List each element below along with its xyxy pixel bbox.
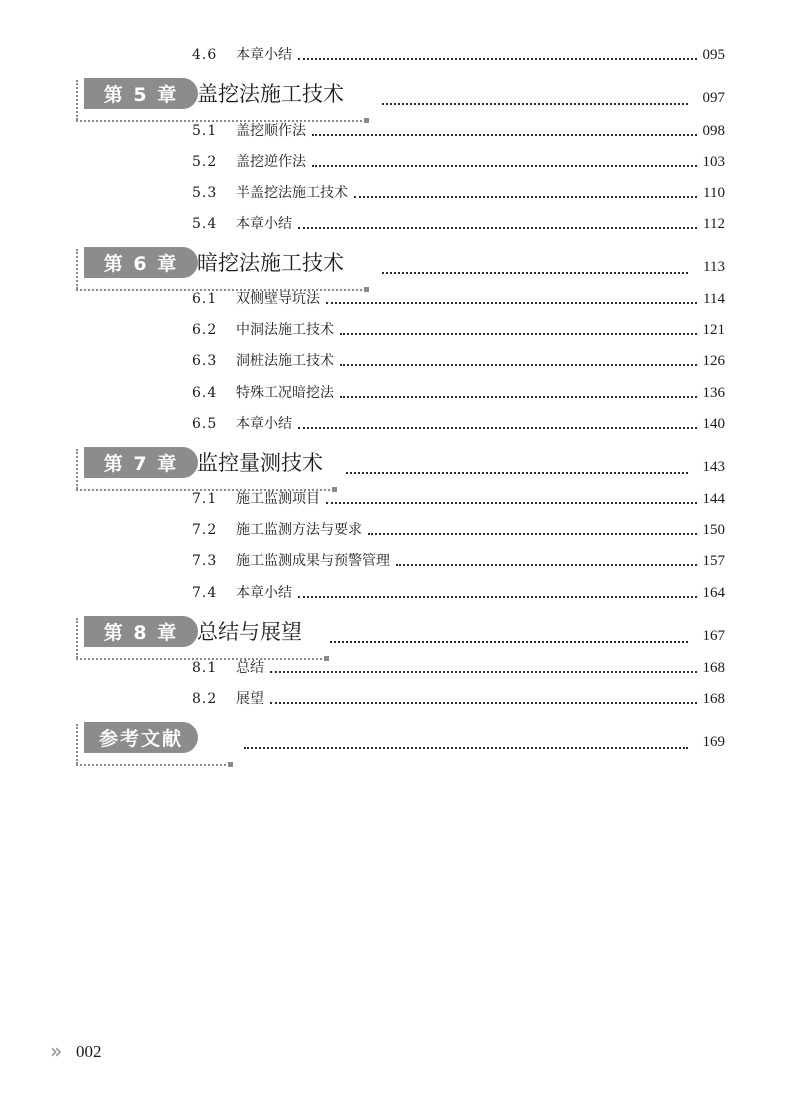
- chapter-badge: 第 8 章: [84, 616, 198, 647]
- toc-entry-5-4[interactable]: [192, 213, 725, 233]
- entry-number: 7.3: [192, 553, 218, 569]
- chapter-heading-8[interactable]: [76, 616, 725, 660]
- toc-entry-5-2[interactable]: [192, 151, 725, 171]
- toc-entry-8-1[interactable]: [192, 657, 725, 677]
- entry-title: 本章小结: [236, 47, 292, 63]
- dot-leader: [382, 272, 688, 274]
- entry-title: 本章小结: [236, 585, 292, 601]
- chapter-frame-line: [76, 249, 78, 289]
- entry-number: 8.1: [192, 660, 218, 676]
- chapter-title: 监控量测技术: [197, 451, 323, 475]
- entry-title: 施工监测成果与预警管理: [236, 553, 390, 569]
- chapter-page: 167: [702, 628, 725, 644]
- dot-leader: [298, 58, 697, 60]
- chapter-title: 暗挖法施工技术: [197, 251, 344, 275]
- toc-entry-6-2[interactable]: [192, 319, 725, 339]
- entry-number: 8.2: [192, 691, 218, 707]
- entry-page: 103: [702, 154, 725, 170]
- chapter-badge: 第 7 章: [84, 447, 198, 478]
- chapter-frame-line: [76, 80, 78, 120]
- entry-number: 5.3: [192, 185, 218, 201]
- dot-leader: [346, 472, 688, 474]
- chapter-frame-line: [76, 449, 78, 489]
- entry-title: 特殊工况暗挖法: [236, 385, 334, 401]
- entry-title: 本章小结: [236, 416, 292, 432]
- chapter-frame-line: [76, 764, 230, 766]
- entry-page: 110: [703, 185, 725, 201]
- entry-title: 洞桩法施工技术: [236, 353, 334, 369]
- chapter-frame-line: [76, 724, 78, 764]
- chapter-title: 盖挖法施工技术: [197, 82, 344, 106]
- entry-number: 6.5: [192, 416, 218, 432]
- chevron-double-right-icon: »: [50, 1039, 63, 1063]
- entry-number: 6.3: [192, 353, 218, 369]
- dot-leader: [382, 103, 688, 105]
- chapter-heading-7[interactable]: [76, 447, 725, 491]
- dot-leader: [340, 333, 697, 335]
- entry-number: 7.4: [192, 585, 218, 601]
- dot-leader: [312, 165, 697, 167]
- toc-entry-6-1[interactable]: [192, 288, 725, 308]
- dot-leader: [330, 641, 688, 643]
- dot-leader: [326, 302, 697, 304]
- dot-leader: [312, 134, 697, 136]
- entry-number: 6.1: [192, 291, 218, 307]
- entry-title: 展望: [236, 691, 264, 707]
- entry-number: 6.2: [192, 322, 218, 338]
- dot-leader: [396, 564, 697, 566]
- toc-entry-6-3[interactable]: [192, 350, 725, 370]
- toc-entry-6-4[interactable]: [192, 382, 725, 402]
- toc-entry-7-4[interactable]: [192, 582, 725, 602]
- dot-leader: [298, 227, 697, 229]
- chapter-page: 113: [703, 259, 725, 275]
- toc-entry-5-1[interactable]: [192, 120, 725, 140]
- entry-page: 144: [702, 491, 725, 507]
- entry-page: 114: [703, 291, 725, 307]
- dot-leader: [326, 502, 697, 504]
- toc-entry-7-2[interactable]: [192, 519, 725, 539]
- dot-leader: [340, 364, 697, 366]
- entry-page: 164: [702, 585, 725, 601]
- entry-page: 168: [702, 660, 725, 676]
- entry-title: 施工监测项目: [236, 491, 320, 507]
- toc-entry-4-6[interactable]: [192, 44, 725, 64]
- entry-title: 盖挖顺作法: [236, 123, 306, 139]
- chapter-frame-line: [76, 618, 78, 658]
- chapter-badge: 第 6 章: [84, 247, 198, 278]
- entry-page: 157: [702, 553, 725, 569]
- dot-leader: [368, 533, 697, 535]
- dot-leader: [298, 427, 697, 429]
- entry-title: 本章小结: [236, 216, 292, 232]
- entry-number: 7.1: [192, 491, 218, 507]
- entry-page: 136: [702, 385, 725, 401]
- entry-number: 5.2: [192, 154, 218, 170]
- references-badge: 参考文献: [84, 722, 198, 753]
- entry-number: 4.6: [192, 47, 218, 63]
- entry-number: 7.2: [192, 522, 218, 538]
- chapter-title: 总结与展望: [197, 620, 302, 644]
- entry-title: 半盖挖法施工技术: [236, 185, 348, 201]
- references-page: 169: [702, 734, 725, 750]
- chapter-heading-6[interactable]: [76, 247, 725, 291]
- entry-title: 双侧壁导坑法: [236, 291, 320, 307]
- entry-page: 126: [702, 353, 725, 369]
- chapter-page: 097: [702, 90, 725, 106]
- toc-entry-7-3[interactable]: [192, 550, 725, 570]
- toc-entry-5-3[interactable]: [192, 182, 725, 202]
- entry-number: 5.1: [192, 123, 218, 139]
- references-heading[interactable]: [76, 722, 725, 766]
- entry-page: 121: [702, 322, 725, 338]
- entry-page: 150: [702, 522, 725, 538]
- entry-title: 中洞法施工技术: [236, 322, 334, 338]
- dot-leader: [354, 196, 697, 198]
- dot-leader: [270, 702, 697, 704]
- chapter-heading-5[interactable]: [76, 78, 725, 122]
- entry-page: 140: [702, 416, 725, 432]
- toc-entry-6-5[interactable]: [192, 413, 725, 433]
- toc-entry-8-2[interactable]: [192, 688, 725, 708]
- dot-leader: [298, 596, 697, 598]
- entry-title: 盖挖逆作法: [236, 154, 306, 170]
- entry-title: 施工监测方法与要求: [236, 522, 362, 538]
- dot-leader: [270, 671, 697, 673]
- entry-number: 5.4: [192, 216, 218, 232]
- entry-number: 6.4: [192, 385, 218, 401]
- frame-corner-square: [228, 762, 233, 767]
- entry-page: 098: [702, 123, 725, 139]
- dot-leader: [340, 396, 697, 398]
- entry-page: 168: [702, 691, 725, 707]
- chapter-badge: 第 5 章: [84, 78, 198, 109]
- entry-page: 095: [702, 47, 725, 63]
- chapter-page: 143: [702, 459, 725, 475]
- toc-entry-7-1[interactable]: [192, 488, 725, 508]
- entry-title: 总结: [236, 660, 264, 676]
- page-number: 002: [76, 1042, 102, 1061]
- entry-page: 112: [703, 216, 725, 232]
- dot-leader: [244, 747, 688, 749]
